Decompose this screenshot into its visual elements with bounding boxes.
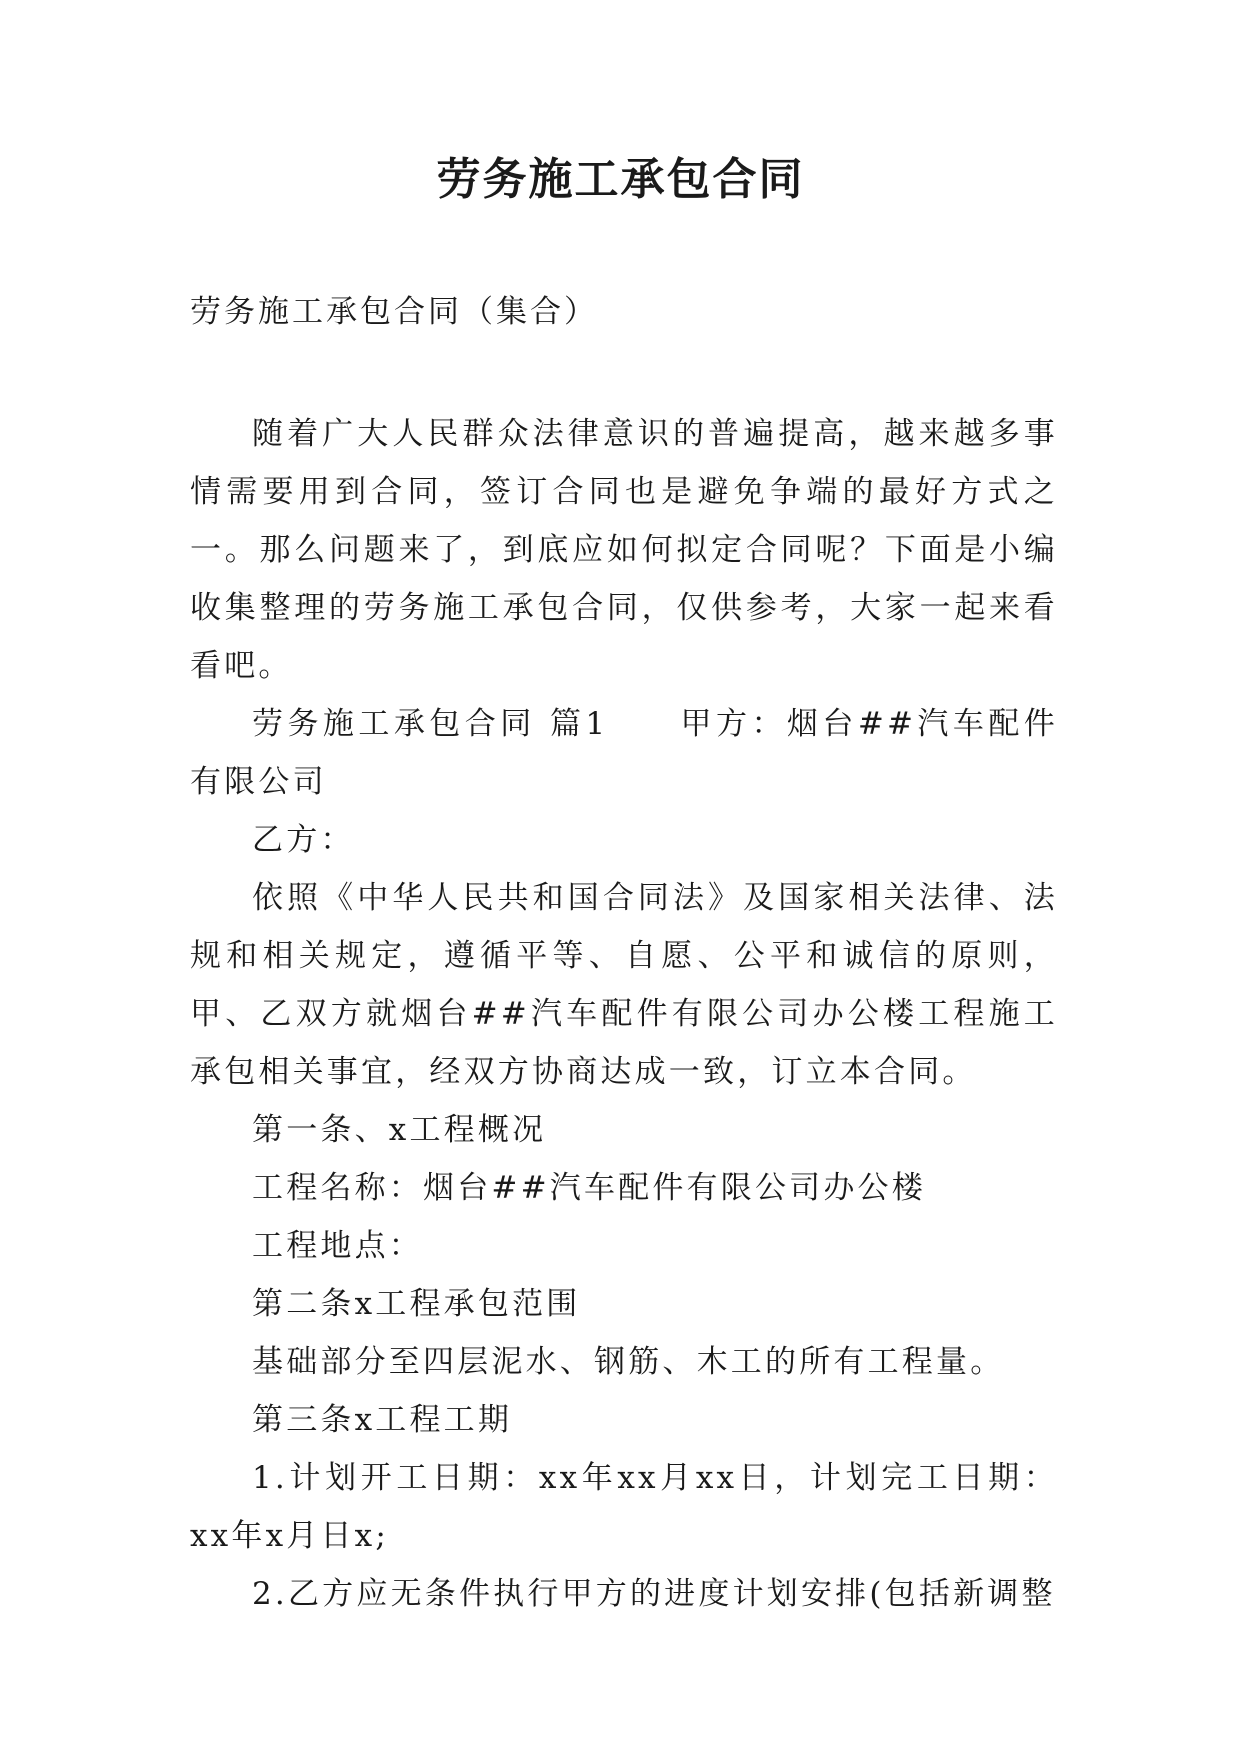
paragraph-schedule-1: 1.计划开工日期：xx年xx月xx日，计划完工日期：xx年x月日x;: [190, 1460, 1058, 1554]
paragraph-intro: 随着广大人民群众法律意识的普遍提高，越来越多事情需要用到合同，签订合同也是避免争端的最好方式之一。那么问题来了，到底应如何拟定合同呢？下面是小编收集整理的劳务施工承包合同，仅供参考，大家一起来看看吧。: [190, 416, 1058, 684]
paragraph-schedule-2: 2.乙方应无条件执行甲方的进度计划安排(包括新调整: [252, 1576, 1056, 1612]
paragraph-article-2: 第二条x工程承包范围: [252, 1286, 581, 1322]
paragraph-preamble: 依照《中华人民共和国合同法》及国家相关法律、法规和相关规定，遵循平等、自愿、公平和诚信的原则，甲、乙双方就烟台##汽车配件有限公司办公楼工程施工承包相关事宜，经双方协商达成一致，订立本合同。: [190, 880, 1058, 1090]
paragraph-party-b: 乙方：: [252, 822, 355, 858]
document-title: 劳务施工承包合同: [436, 154, 805, 205]
paragraph-scope: 基础部分至四层泥水、钢筋、木工的所有工程量。: [252, 1344, 1005, 1380]
paragraph-party-a: 劳务施工承包合同 篇1 甲方：烟台##汽车配件有限公司: [190, 706, 1058, 800]
document-body: [190, 405, 1058, 1623]
paragraph-article-1: 第一条、x工程概况: [252, 1112, 547, 1148]
paragraph-article-3: 第三条x工程工期: [252, 1402, 513, 1438]
paragraph-project-name: 工程名称：烟台##汽车配件有限公司办公楼: [252, 1170, 926, 1206]
paragraph-project-location: 工程地点：: [252, 1228, 423, 1264]
document-subtitle: 劳务施工承包合同（集合）: [190, 294, 598, 330]
